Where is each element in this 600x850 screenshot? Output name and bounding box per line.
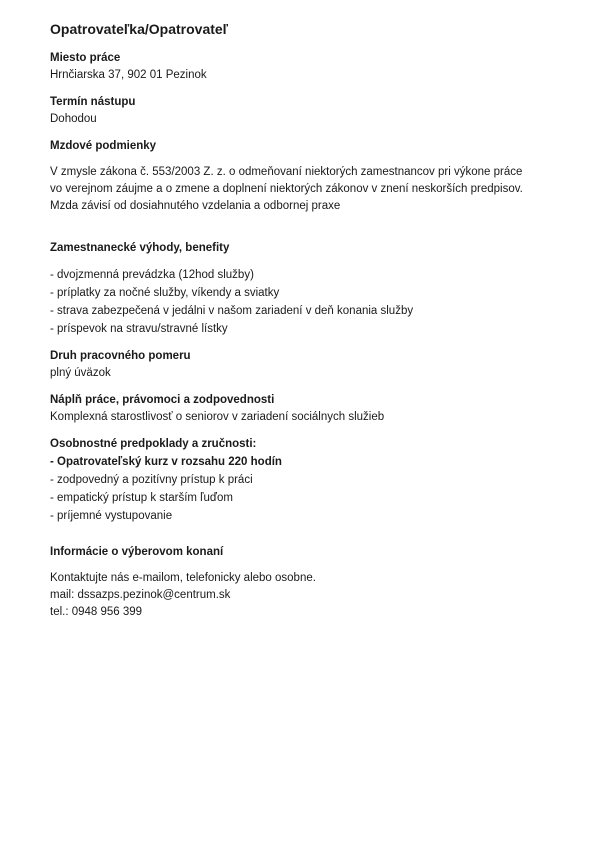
workplace-value: Hrnčiarska 37, 902 01 Pezinok — [50, 69, 207, 81]
requirements-section — [50, 436, 570, 525]
start-value: Dohodou — [50, 113, 97, 125]
duties-section — [50, 392, 570, 426]
document-page — [50, 20, 570, 631]
job-title: Opatrovateľka/Opatrovateľ — [50, 21, 229, 37]
requirement-item: - Opatrovateľský kurz v rozsahu 220 hodín — [50, 456, 282, 468]
employment-type-section — [50, 348, 570, 382]
start-section — [50, 94, 570, 128]
requirement-item: - empatický prístup k starším ľuďom — [50, 492, 233, 504]
benefits-heading: Zamestnanecké výhody, benefity — [50, 242, 230, 254]
selection-section — [50, 544, 570, 621]
duties-value: Komplexná starostlivosť o seniorov v zariadení sociálnych služieb — [50, 411, 385, 423]
requirement-item: - príjemné vystupovanie — [50, 510, 173, 522]
benefit-item: - dvojzmenná prevádzka (12hod služby) — [50, 269, 254, 281]
benefits-list — [50, 266, 570, 338]
benefits-section — [50, 240, 570, 338]
benefit-item: - strava zabezpečená v jedálni v našom zariadení v deň konania služby — [50, 305, 414, 317]
contact-instructions: Kontaktujte nás e-mailom, telefonicky alebo osobne. — [50, 572, 316, 584]
salary-heading: Mzdové podmienky — [50, 140, 157, 152]
benefit-item: - príspevok na stravu/stravné lístky — [50, 323, 228, 335]
employment-type-heading: Druh pracovného pomeru — [50, 350, 191, 362]
workplace-heading: Miesto práce — [50, 52, 121, 64]
selection-heading: Informácie o výberovom konaní — [50, 546, 224, 558]
start-heading: Termín nástupu — [50, 96, 136, 108]
duties-heading: Náplň práce, právomoci a zodpovednosti — [50, 394, 275, 406]
requirement-item: - zodpovedný a pozitívny prístup k práci — [50, 474, 253, 486]
requirements-list — [50, 453, 570, 525]
salary-line: V zmysle zákona č. 553/2003 Z. z. o odmeňovaní niektorých zamestnancov pri výkone práce — [50, 166, 523, 178]
requirements-heading: Osobnostné predpoklady a zručnosti: — [50, 438, 257, 450]
employment-type-value: plný úväzok — [50, 367, 111, 379]
salary-line: Mzda závisí od dosiahnutého vzdelania a odbornej praxe — [50, 200, 341, 212]
salary-line: vo verejnom záujme a o zmene a doplnení niektorých zákonov v znení neskorších predpisov. — [50, 183, 523, 195]
contact-email: mail: dssazps.pezinok@centrum.sk — [50, 589, 231, 601]
salary-section — [50, 138, 570, 215]
benefit-item: - príplatky za nočné služby, víkendy a sviatky — [50, 287, 280, 299]
contact-phone: tel.: 0948 956 399 — [50, 606, 143, 618]
workplace-section — [50, 50, 570, 84]
